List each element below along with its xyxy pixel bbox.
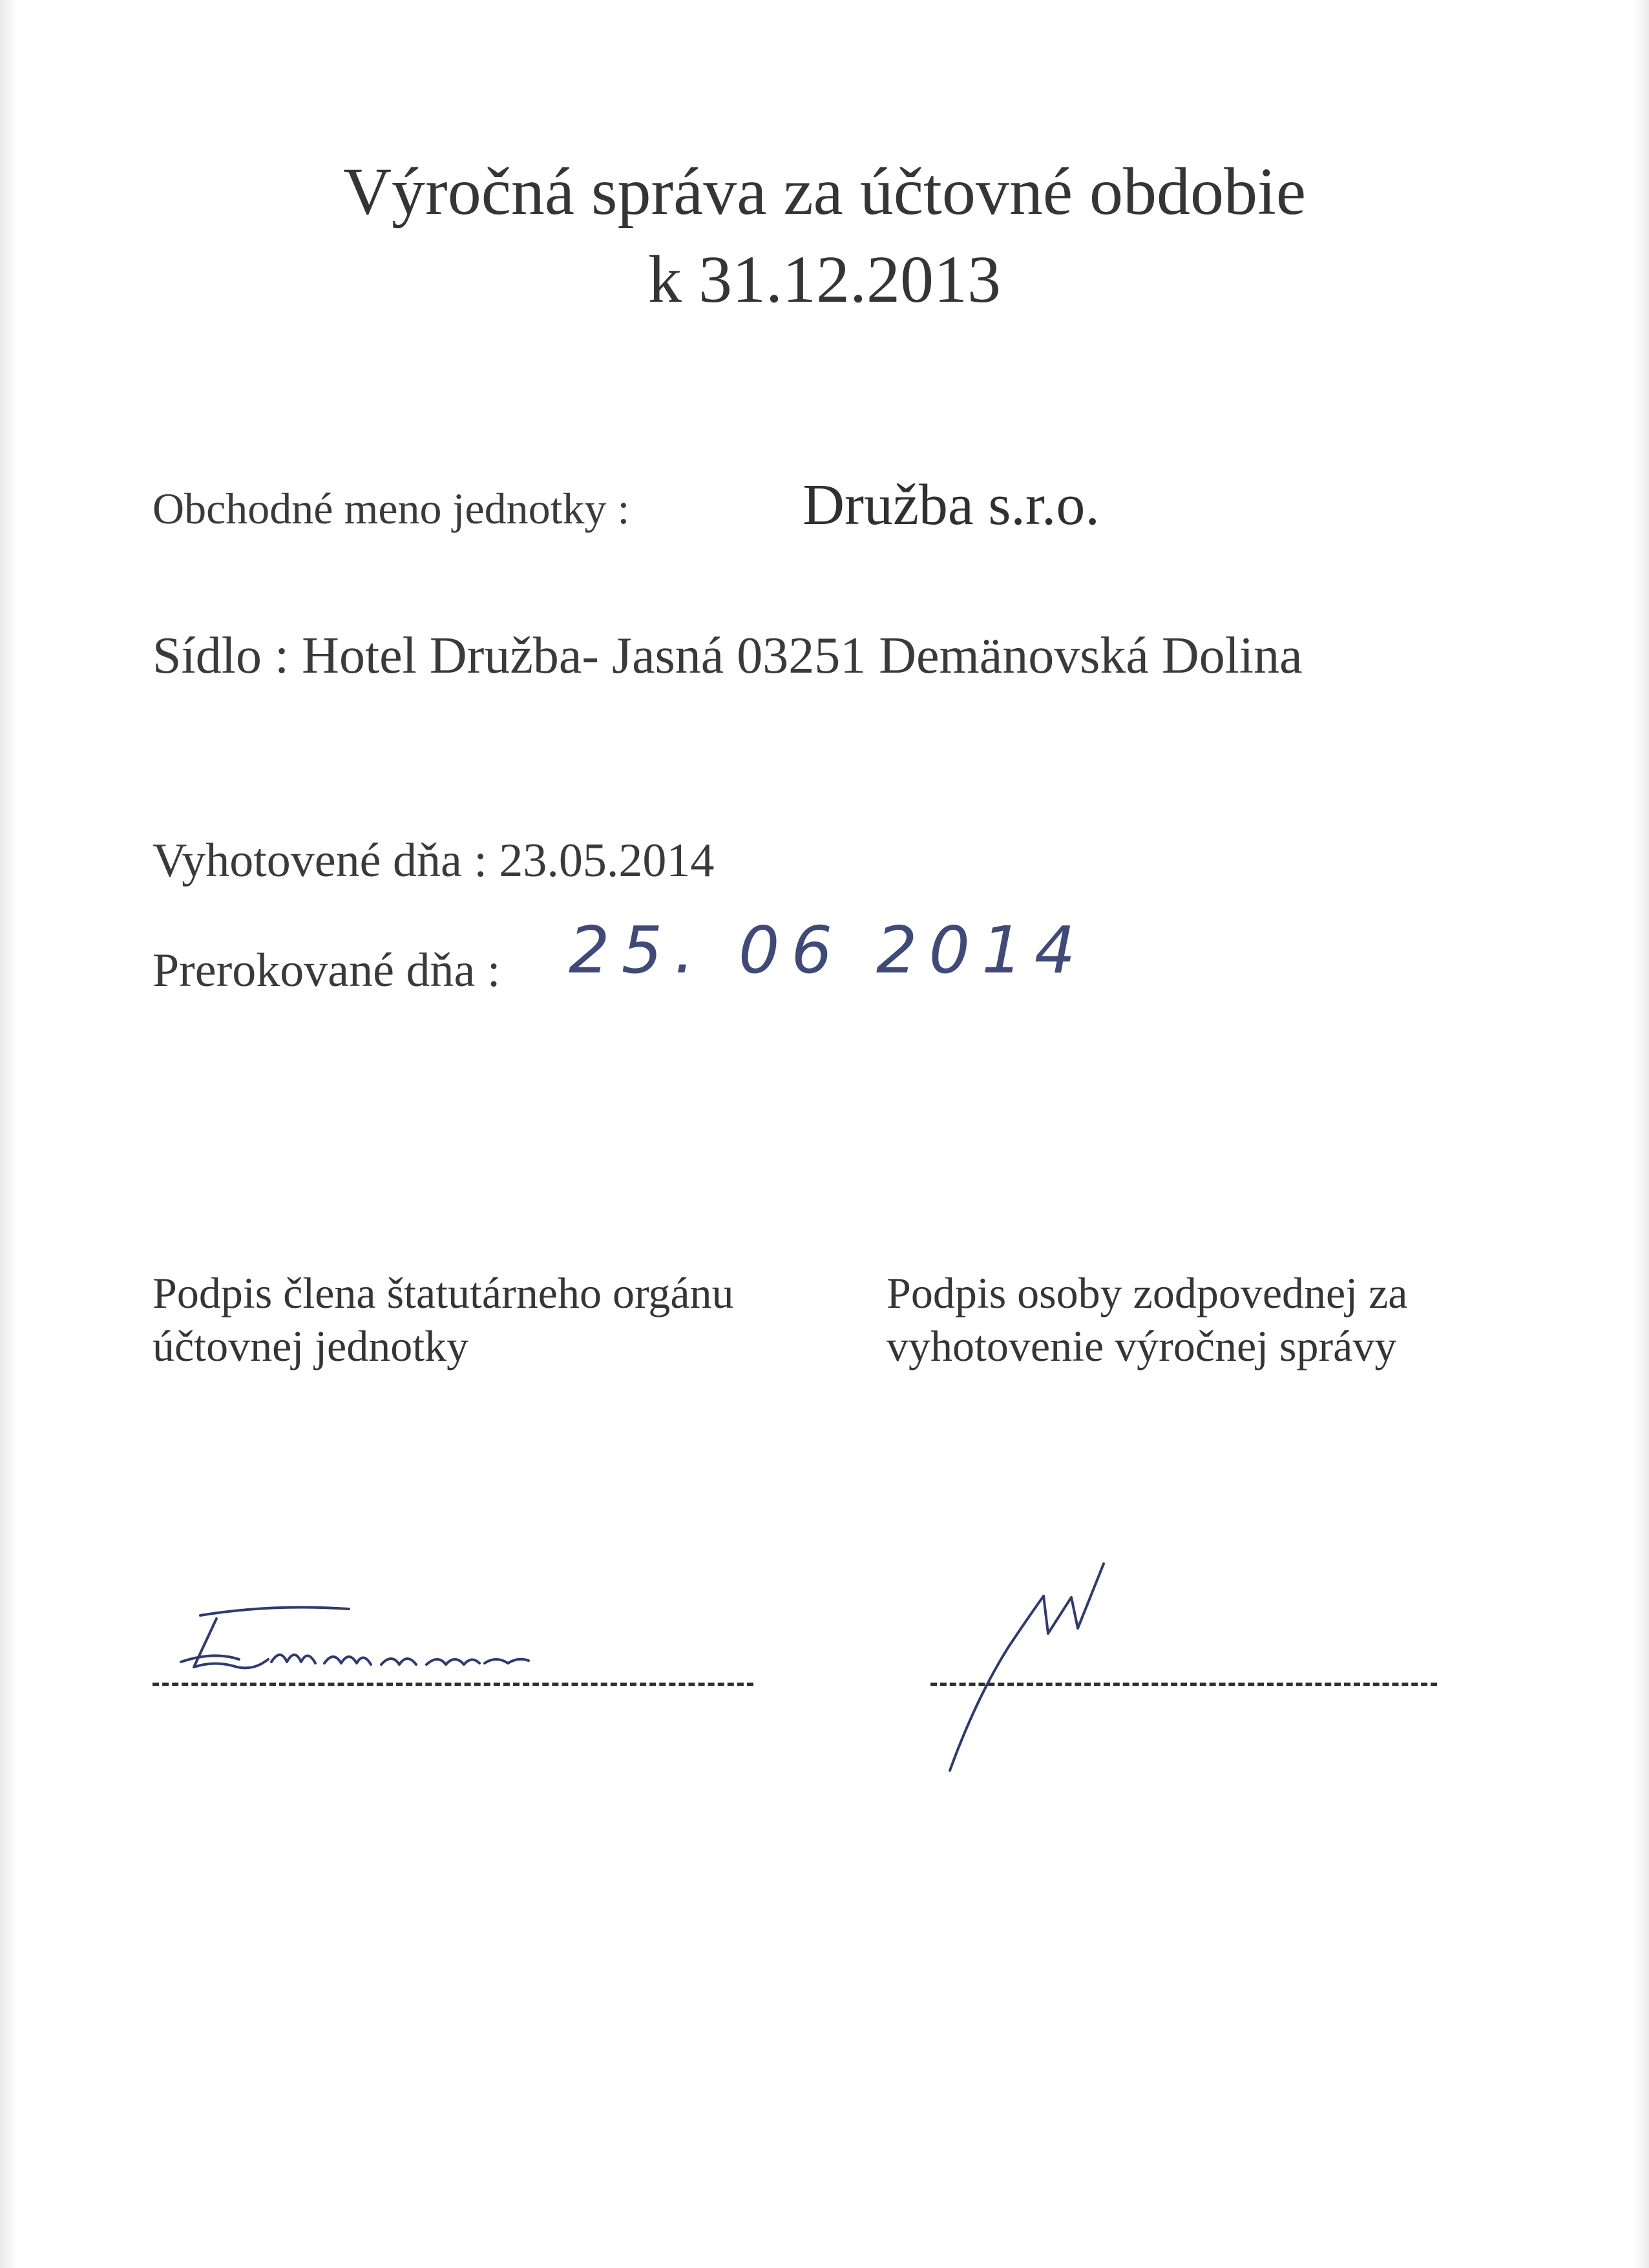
company-name-value: Družba s.r.o.	[803, 473, 1100, 537]
signature-caption-statutory: Podpis člena štatutárneho orgánu účtovnej jednotky	[152, 1268, 734, 1370]
signature-line-responsible	[930, 1683, 1437, 1686]
signature-line-statutory	[152, 1683, 753, 1686]
company-name-label: Obchodné meno jednotky :	[152, 484, 630, 533]
report-title: Výročná správa za účtovné obdobie	[342, 154, 1307, 229]
signature-responsible-icon	[930, 1551, 1215, 1796]
report-period: k 31.12.2013	[648, 242, 1001, 317]
scan-edge-right	[1633, 0, 1649, 2268]
scan-edge-left	[0, 0, 17, 2268]
signature-caption-responsible: Podpis osoby zodpovednej za vyhotovenie výročnej správy	[887, 1268, 1408, 1370]
prepared-date: Vyhotovené dňa : 23.05.2014	[152, 834, 715, 887]
discussed-date-label: Prerokované dňa :	[152, 944, 501, 997]
company-seat: Sídlo : Hotel Družba- Jasná 03251 Demänovská Dolina	[152, 627, 1303, 684]
discussed-date-handwritten: 25. 06 2014	[569, 912, 1087, 988]
